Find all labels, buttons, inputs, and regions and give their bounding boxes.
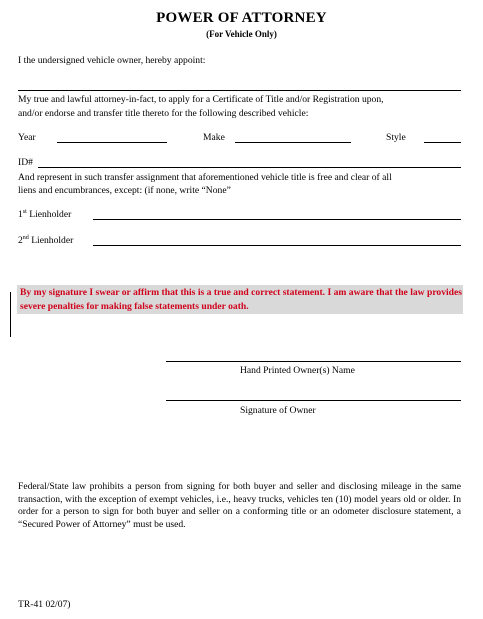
second-lienholder-line[interactable] <box>93 245 461 246</box>
first-lienholder-label: 1st Lienholder <box>18 208 72 220</box>
style-label: Style <box>386 132 406 143</box>
signature-label: Signature of Owner <box>240 405 316 416</box>
year-label: Year <box>18 132 36 143</box>
printed-name-line[interactable] <box>166 361 461 362</box>
sworn-statement-warning: By my signature I swear or affirm that this is a true and correct statement. I am aware that the law provides severe penalties for making false statements under oath. <box>17 285 463 314</box>
text-cursor <box>10 292 11 337</box>
form-title: POWER OF ATTORNEY <box>156 10 327 26</box>
attorney-name-line[interactable] <box>18 90 461 91</box>
id-label: ID# <box>18 157 33 168</box>
federal-law-notice: Federal/State law prohibits a person from signing for both buyer and seller and disclosing mileage in the same transaction, with the exception of exempt vehicles, i.e., heavy trucks, vehicles ten (10) model years old or older. In order for a person to sign for both buyer and seller on a conforming title or an odometer disclosure statement, a “Secured Power of Attorney” must be used. <box>18 481 461 530</box>
year-field-line[interactable] <box>57 142 167 143</box>
make-field-line[interactable] <box>235 142 351 143</box>
form-subtitle: (For Vehicle Only) <box>206 29 277 39</box>
second-lienholder-label: 2nd Lienholder <box>18 234 74 246</box>
transfer-text-line-2: liens and encumbrances, except: (if none, write “None” <box>18 185 231 196</box>
transfer-text-line-1: And represent in such transfer assignment that aforementioned vehicle title is free and clear of all <box>18 172 392 183</box>
appointment-text-line-1: My true and lawful attorney-in-fact, to apply for a Certificate of Title and/or Registration upon, <box>18 94 384 105</box>
form-number: TR-41 02/07) <box>18 599 71 610</box>
style-field-line[interactable] <box>424 142 461 143</box>
id-field-line[interactable] <box>38 167 461 168</box>
appointment-text-line-2: and/or endorse and transfer title thereto for the following described vehicle: <box>18 108 309 119</box>
make-label: Make <box>203 132 225 143</box>
intro-text: I the undersigned vehicle owner, hereby appoint: <box>18 55 206 66</box>
first-lienholder-line[interactable] <box>93 219 461 220</box>
printed-name-label: Hand Printed Owner(s) Name <box>240 365 355 376</box>
signature-line[interactable] <box>166 400 461 401</box>
